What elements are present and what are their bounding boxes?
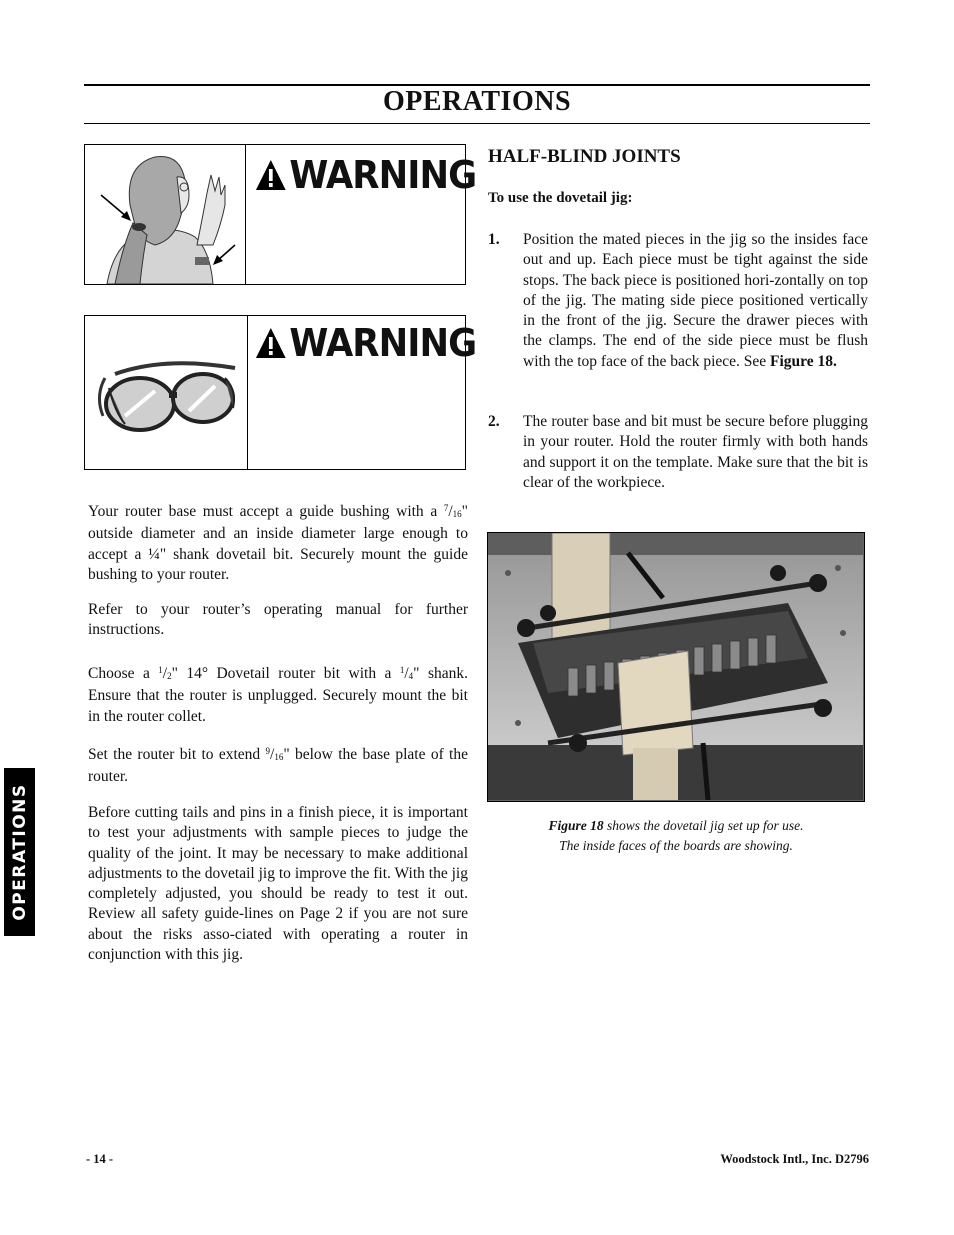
page-title: OPERATIONS bbox=[382, 86, 572, 117]
warning-triangle-icon bbox=[255, 159, 287, 191]
safety-glasses-icon bbox=[85, 316, 248, 469]
warning-box-glasses bbox=[84, 315, 477, 470]
paragraph-operating-manual: Refer to your router’s operating manual for further instructions. bbox=[88, 601, 468, 639]
warning-heading bbox=[255, 321, 476, 365]
warning-triangle-icon bbox=[255, 327, 287, 359]
figure-reference: Figure 18. bbox=[770, 352, 837, 370]
step-2: 2. The router base and bit must be secure before plugging in your router. Hold the router firmly with both hands and support it on the template. Make sure that the bit is clear of the workpiece. bbox=[488, 413, 868, 491]
figure-caption: Figure 18 shows the dovetail jig set up for use. The inside faces of the boards are showing. bbox=[548, 818, 804, 853]
paragraph-router-bit: Choose a $^1/_2$" 14° Dovetail router bit with a $^1/_4$" shank. Ensure that the router is unplugged. Securely mount the bit in the router collet. bbox=[88, 665, 468, 725]
header-bottom-rule bbox=[84, 123, 870, 124]
section-heading: HALF-BLIND JOINTS bbox=[488, 146, 681, 167]
section-subheading: To use the dovetail jig: bbox=[488, 190, 633, 206]
paragraph-test-adjustments: Before cutting tails and pins in a finish piece, it is important to test your adjustments with sample pieces to judge the quality of the joint. It may be necessary to make additional adjustments to the dovetail jig to improve the fit. With the jig completely adjusted, you should be ready to test it out. Review all safety guide-lines on Page 2 if you are not sure about the risks asso-ciated with operating a router in conjunction with this jig. bbox=[88, 804, 468, 964]
hair-jewelry-person-icon bbox=[85, 145, 246, 284]
section-side-tab bbox=[4, 768, 35, 936]
paragraph-bit-extend: Set the router bit to extend $^9/_{16}$" below the base plate of the router. bbox=[88, 746, 468, 786]
warning-heading bbox=[255, 153, 476, 197]
warning-heading-text: WARNING bbox=[289, 153, 477, 197]
step-number: 1. bbox=[488, 231, 500, 248]
side-tab-label: OPERATIONS bbox=[9, 783, 30, 921]
warning-box-hair bbox=[84, 144, 477, 285]
step-number: 2. bbox=[488, 413, 500, 430]
page-number: - 14 - bbox=[86, 1152, 114, 1166]
figure-label: Figure 18 bbox=[548, 818, 604, 833]
warning-heading-text: WARNING bbox=[289, 321, 477, 365]
step-1: 1. Position the mated pieces in the jig so the insides face out and up. Each piece must be tight against the side stops. The back piece is positioned hori-zontally on top of the jig. The mating side piece positioned vertically in the front of the jig. Secure the drawer pieces with the clamps. The end of the side piece must be flush with the top face of the back piece. See Figure 18. bbox=[488, 231, 868, 370]
dovetail-jig-photo bbox=[487, 532, 865, 802]
paragraph-guide-bushing: Your router base must accept a guide bushing with a $^7/_{16}$" outside diameter and an inside diameter large enough to accept a ¼" shank dovetail bit. Securely mount the guide bushing to your router. bbox=[88, 503, 468, 583]
footer-company: Woodstock Intl., Inc. D2796 bbox=[720, 1152, 869, 1166]
